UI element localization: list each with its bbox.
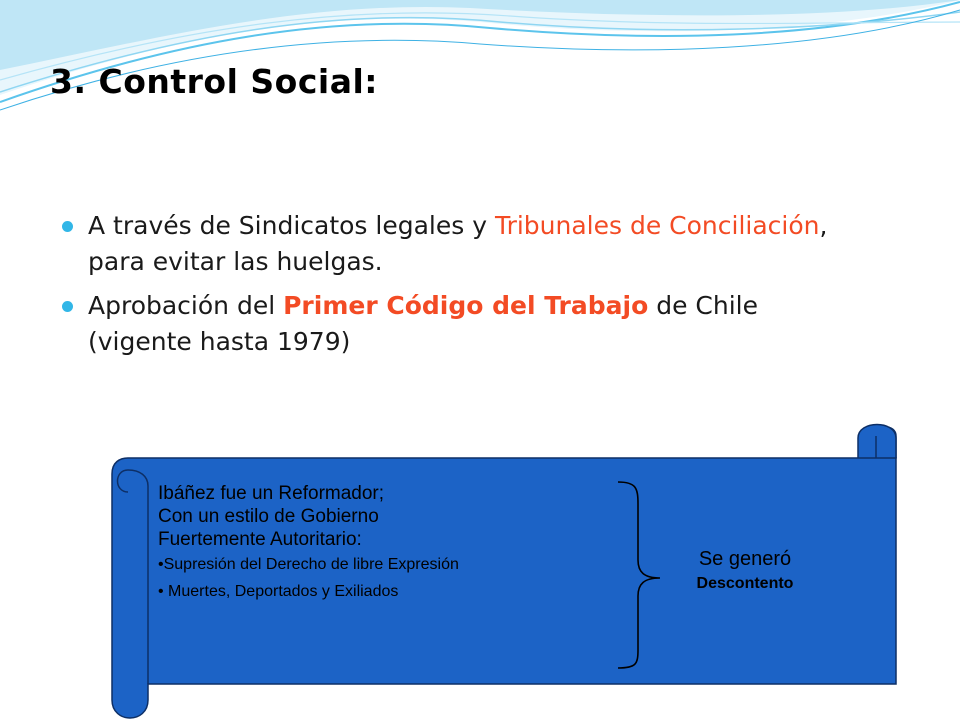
scroll-line: Ibáñez fue un Reformador; xyxy=(158,483,385,504)
scroll-subitem: •Supresión del Derecho de libre Expresión xyxy=(158,556,459,573)
scroll-top-curl-inner xyxy=(858,425,896,459)
scroll-line: Fuertemente Autoritario: xyxy=(158,529,362,550)
scroll-line: Con un estilo de Gobierno xyxy=(158,506,379,527)
bullet-highlight-bold: Primer Código del Trabajo xyxy=(283,291,649,320)
scroll-subitem: • Muertes, Deportados y Exiliados xyxy=(158,583,399,600)
bullet-highlight: Tribunales de Conciliación xyxy=(494,211,820,240)
bullet-text-end: , para evitar las huelgas. xyxy=(88,211,828,276)
bullet-text: A través de Sindicatos legales y xyxy=(88,211,495,240)
result-emphasis: Descontento xyxy=(696,575,794,592)
bullet-text-end: de Chile (vigente hasta 1979) xyxy=(88,291,758,356)
result-block xyxy=(660,546,830,596)
scroll-text-block xyxy=(158,482,459,605)
result-line: Se generó xyxy=(698,548,792,570)
slide-title: 3. Control Social: xyxy=(50,62,378,101)
bullet-text: Aprobación del xyxy=(88,291,284,320)
